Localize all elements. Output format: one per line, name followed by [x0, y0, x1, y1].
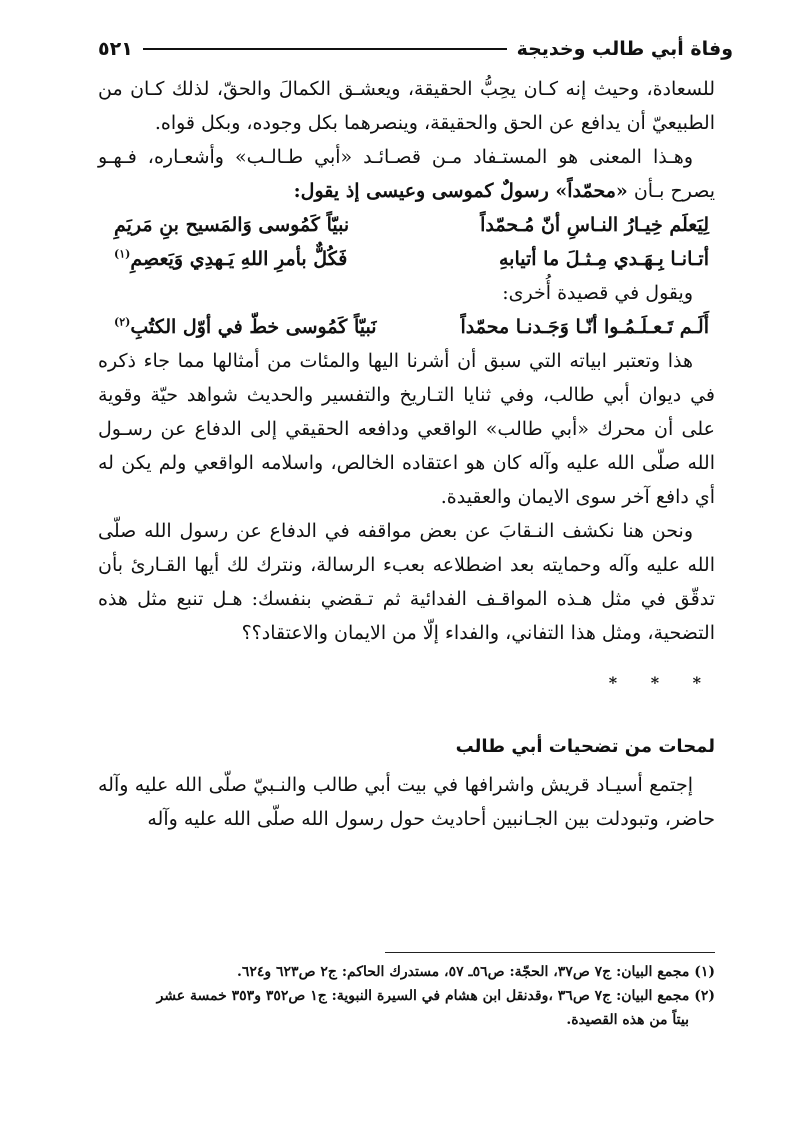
footnote-marker-2: (٢)	[114, 315, 131, 329]
footnotes	[98, 960, 715, 1032]
verse-hemistich-with-footnote	[114, 310, 377, 344]
text-line: الطبيعيّ أن يدافع عن الحق والحقيقة، وينصرهما بكل وجوده، وبكل قواه.	[154, 112, 715, 134]
text-line: وهـذا المعنى هو المستـفاد مـن قصـائـد «أبي طـالـب» وأشعـاره، فـهـو يصرح بـأن	[98, 146, 715, 202]
paragraph-1	[98, 72, 715, 140]
verse-hemistich: نَبيّاً كَمُوسى خطّ في أوّل الكتُبِ	[130, 316, 377, 338]
verse-line-1	[98, 208, 715, 242]
text-line: ونحن هنا نكشف النـقابَ عن بعض مواقفه في الدفاع عن رسول الله صلّى	[98, 520, 693, 542]
text-line: أن محرك «أبي طالب» الواقعي ودافعه الحقيقي إلى الدفاع عن رسـول الله صلّى	[98, 418, 716, 474]
section-heading: لمحات من تضحيات أبي طالب	[455, 736, 715, 757]
footnote-1: (١) مجمع البيان: ج٧ ص٣٧، الحجّة: ص٥٦ـ ٥٧، مستدرك الحاكم: ج٢ ص٦٢٣ و٦٢٤.	[236, 964, 715, 980]
page-body	[98, 72, 715, 836]
verse-hemistich-with-footnote	[114, 242, 347, 276]
footnote-divider	[385, 952, 715, 953]
text-line: الله عليه وآله وحمايته بعد اضطلاعه بعبء الرسالة، ونترك لك أيها القـارئ بأن	[98, 554, 715, 576]
verse-line-2	[98, 242, 715, 276]
chapter-title: وفاة أبي طالب وخديجة	[516, 38, 733, 60]
text-line: وآله حاضر، وتبودلت بين الجـانبين أحاديث حول رسول الله صلّى الله عليه وآله	[98, 774, 715, 830]
header-rule	[143, 48, 507, 50]
page-number: ٥٢١	[98, 38, 133, 60]
paragraph-4	[98, 514, 715, 650]
verse-hemistich: لِيَعلَم خِيـارُ النـاسِ أنّ مُـحمّداً	[480, 214, 709, 236]
verse-intro: ويقول في قصيدة أُخرى:	[502, 282, 693, 304]
paragraph-3	[98, 344, 715, 514]
verse-hemistich: أَلَـم تَـعـلَـمُـوا أنّـا وَجَـدنـا محمّداً	[460, 316, 709, 338]
text-line: إجتمع أسيـاد قريش واشرافها في بيت أبي طالب والنـبيّ صلّى الله عليه	[134, 774, 693, 796]
footnote-2: (٢) مجمع البيان: ج٧ ص٣٦ ،وقدنقل ابن هشام في السيرة النبوية: ج١ ص٣٥٢ و٣٥٣ خمسة عشر	[156, 988, 715, 1004]
text-line: الله عليه وآله كان هو اعتقاده الخالص، واسلامه الواقعي ولم يكن له أي دافع	[98, 452, 715, 508]
footnote-2-continuation: بيتاً من هذه القصيدة.	[566, 1012, 689, 1028]
text-line: تدقّق في مثل هـذه المواقـف الفدائية ثم تـقضي بنفسك: هـل تنبع مثل هذه	[98, 588, 715, 610]
text-line: التضحية، ومثل هذا التفاني، والفداء إلّا من الايمان والاعتقاد؟؟	[241, 622, 715, 644]
running-header	[98, 34, 733, 64]
verse-hemistich: نبيّاً كَمُوسى وَالمَسيح بنِ مَريَمِ	[114, 214, 350, 236]
text-line: آخر سوى الايمان والعقيدة.	[440, 486, 650, 508]
verse-hemistich: أتـانـا بِـهَـدي مِـثـلَ ما أتيابهِ	[498, 248, 709, 270]
footnote-marker-1: (١)	[114, 247, 131, 261]
text-line: في ديوان أبي طالب، وفي ثنايا التـاريخ والتفسير والحديث شواهد حيّة وقوية على	[98, 384, 715, 440]
verse-line-3	[98, 310, 715, 344]
paragraph-5	[98, 768, 715, 836]
section-separator: * * *	[608, 673, 715, 692]
text-line: للسعادة، وحيث إنه كـان يحِبُّ الحقيقة، ويعشـق الكمالَ والحقّ، لذلك كـان من	[98, 78, 715, 100]
text-line: «محمّداً» رسولٌ كموسى وعيسى إذ يقول:	[293, 180, 628, 202]
text-line: هذا وتعتبر ابياته التي سبق أن أشرنا اليها والمئات من أمثالها مما جاء ذكره	[98, 350, 693, 372]
paragraph-2	[98, 140, 715, 208]
verse-hemistich: فَكُلٌّ بأمرِ اللهِ يَـهدِي وَيَعصِمِ	[130, 248, 348, 270]
